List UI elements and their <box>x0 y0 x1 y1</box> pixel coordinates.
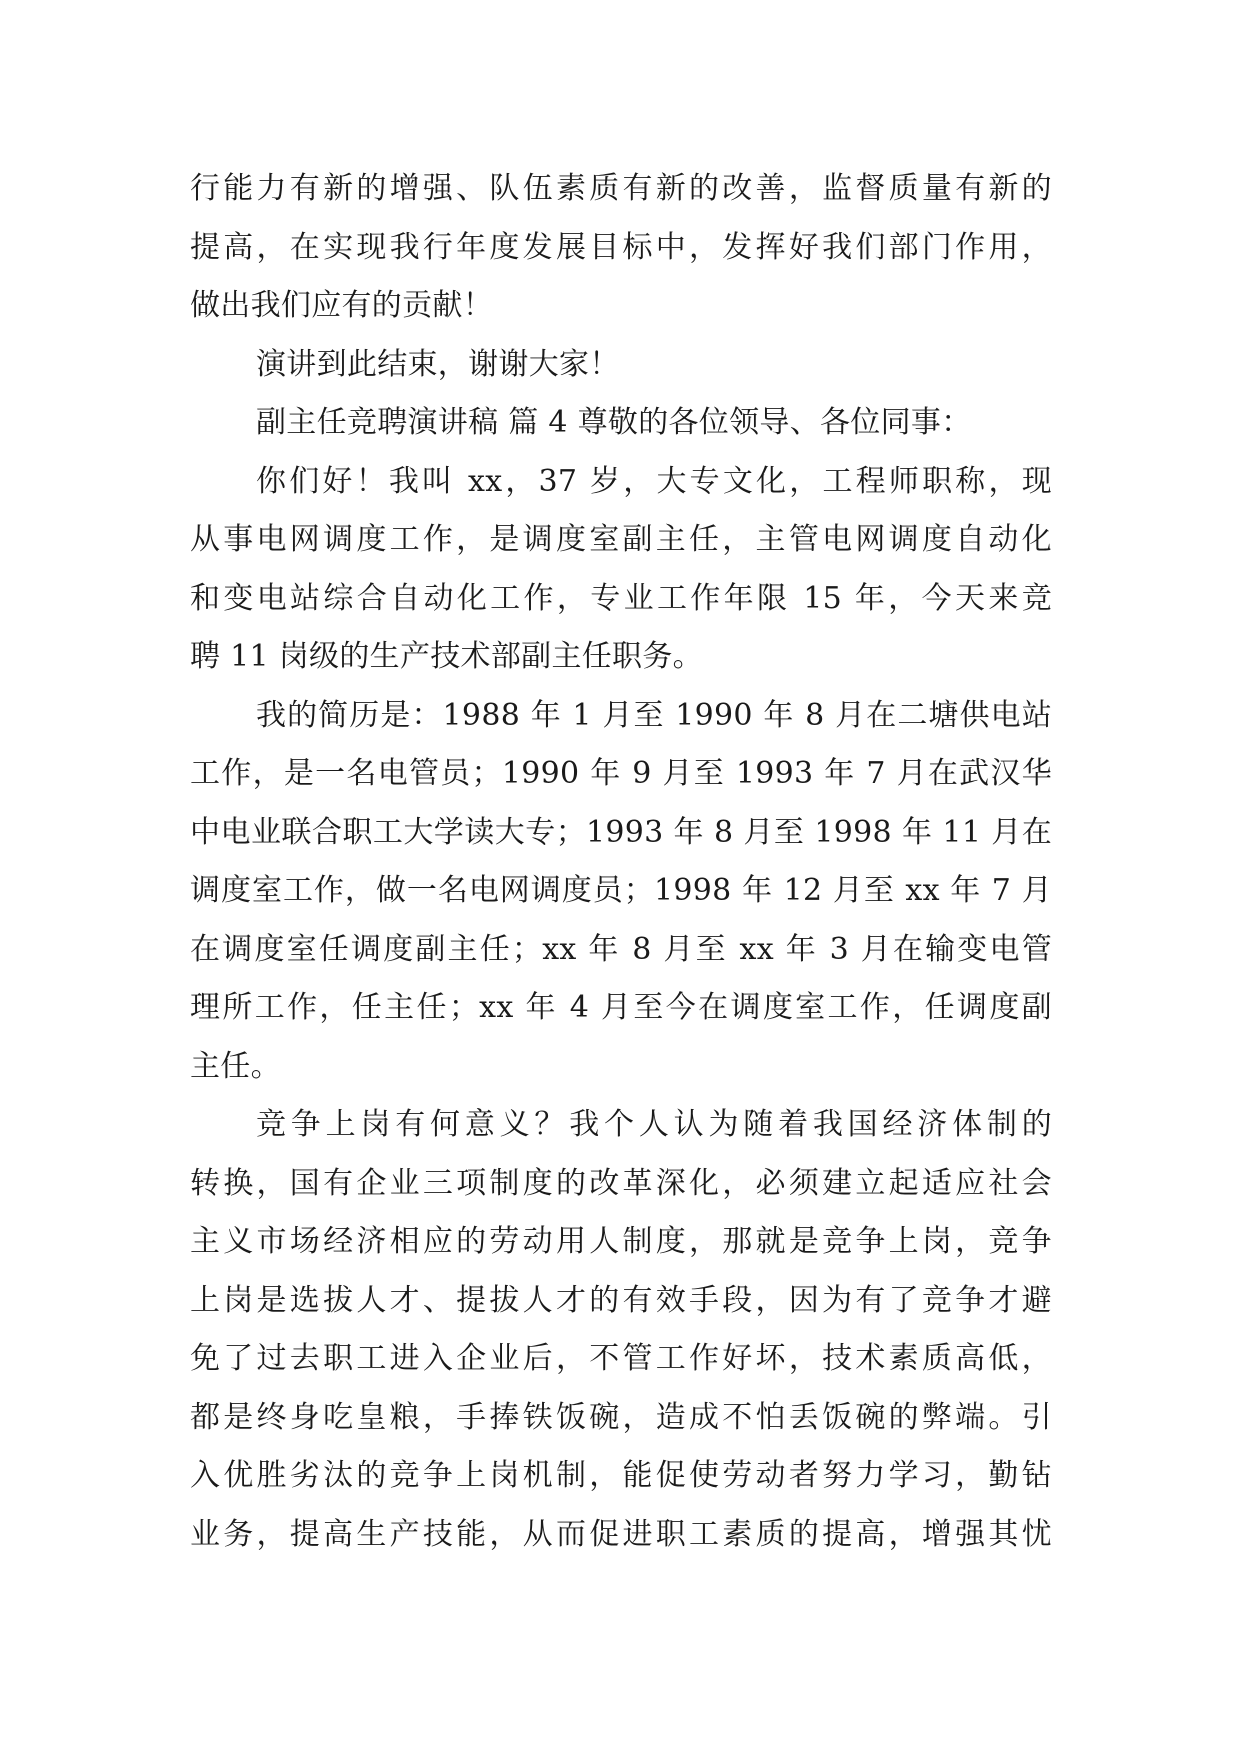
text-line: 调度室工作，做一名电网调度员；1998 年 12 月至 xx 年 7 月 <box>190 873 1052 908</box>
text-line: 演讲到此结束，谢谢大家！ <box>256 346 620 382</box>
text-line: 业务，提高生产技能，从而促进职工素质的提高，增强其忧 <box>190 1516 1052 1552</box>
text-line: 在调度室任调度副主任；xx 年 8 月至 xx 年 3 月在输变电管 <box>190 931 1052 967</box>
text-line: 中电业联合职工大学读大专；1993 年 8 月至 1998 年 11 月在 <box>190 814 1052 850</box>
text-line: 免了过去职工进入企业后，不管工作好坏，技术素质高低， <box>190 1341 1052 1376</box>
text-line: 主任。 <box>190 1048 281 1084</box>
text-line: 从事电网调度工作，是调度室副主任，主管电网调度自动化 <box>190 522 1052 557</box>
text-line: 我的简历是：1988 年 1 月至 1990 年 8 月在二塘供电站 <box>256 697 1052 733</box>
text-line: 提高，在实现我行年度发展目标中，发挥好我们部门作用， <box>190 229 1052 265</box>
text-line: 理所工作，任主任；xx 年 4 月至今在调度室工作，任调度副 <box>190 990 1052 1025</box>
text-line: 行能力有新的增强、队伍素质有新的改善，监督质量有新的 <box>190 171 1052 206</box>
text-line: 你们好！我叫 xx，37 岁，大专文化，工程师职称，现 <box>256 463 1052 499</box>
text-line: 工作，是一名电管员；1990 年 9 月至 1993 年 7 月在武汉华 <box>190 756 1052 791</box>
text-line: 转换，国有企业三项制度的改革深化，必须建立起适应社会 <box>190 1165 1052 1201</box>
text-line: 聘 11 岗级的生产技术部副主任职务。 <box>190 639 703 674</box>
text-line: 主义市场经济相应的劳动用人制度，那就是竞争上岗，竞争 <box>190 1224 1052 1259</box>
text-line: 和变电站综合自动化工作，专业工作年限 15 年，今天来竞 <box>190 580 1052 616</box>
text-line: 竞争上岗有何意义？我个人认为随着我国经济体制的 <box>256 1107 1052 1142</box>
text-line: 做出我们应有的贡献！ <box>190 288 493 323</box>
text-line: 上岗是选拔人才、提拔人才的有效手段，因为有了竞争才避 <box>190 1282 1052 1318</box>
document-body <box>190 160 1052 1564</box>
text-line: 都是终身吃皇粮，手捧铁饭碗，造成不怕丢饭碗的弊端。引 <box>190 1399 1052 1435</box>
text-line: 副主任竞聘演讲稿 篇 4 尊敬的各位领导、各位同事： <box>256 405 972 440</box>
text-line: 入优胜劣汰的竞争上岗机制，能促使劳动者努力学习，勤钻 <box>190 1458 1052 1493</box>
